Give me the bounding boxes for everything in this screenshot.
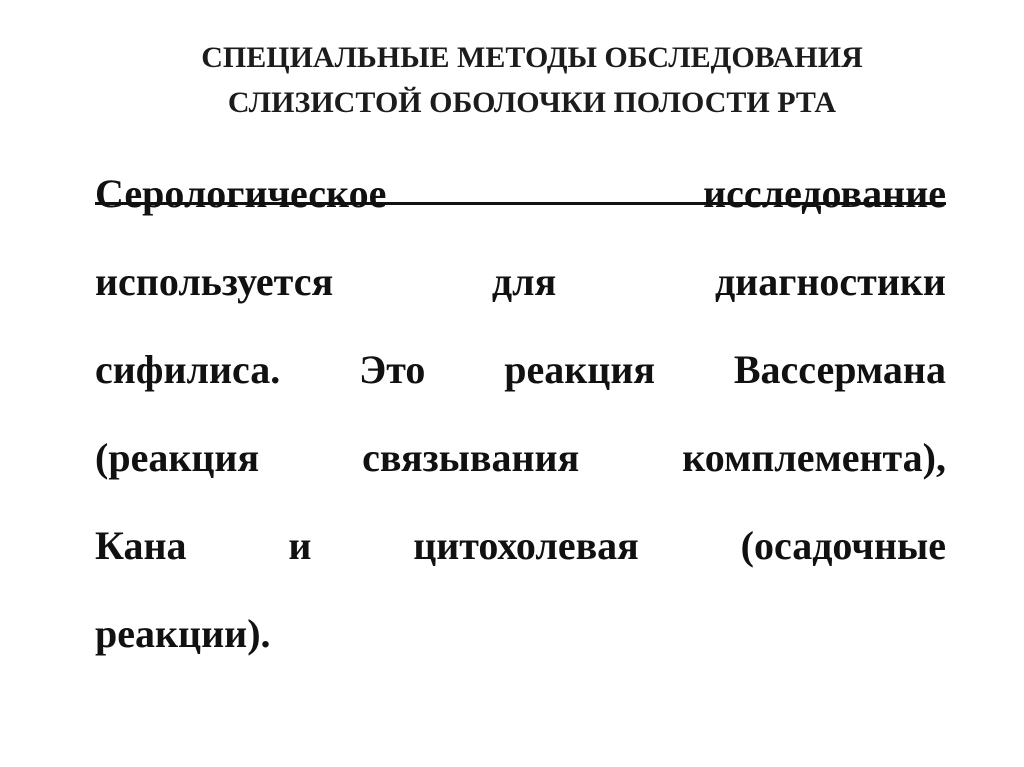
body-word: реакции). [95, 611, 271, 656]
body-word: (реакция [95, 435, 260, 480]
body-word: исследование [703, 171, 946, 216]
body-word: Вассермана [733, 347, 946, 392]
body-line-4 [95, 414, 946, 502]
slide-title [0, 35, 1024, 125]
body-line-1 [95, 150, 946, 238]
body-word: используется [95, 259, 334, 304]
slide-body-text [95, 150, 946, 678]
body-word: реакция [504, 347, 656, 392]
body-word: связывания [362, 435, 580, 480]
body-word: диагностики [714, 259, 946, 304]
body-word: (осадочные [740, 523, 946, 568]
body-line-6 [95, 590, 946, 678]
body-word: Серологическое [95, 171, 387, 216]
title-line-2: СЛИЗИСТОЙ ОБОЛОЧКИ ПОЛОСТИ РТА [227, 86, 837, 119]
body-word: Это [359, 347, 426, 392]
body-word: и [288, 523, 312, 568]
body-word: Кана [95, 523, 187, 568]
body-line-3 [95, 326, 946, 414]
title-line-1: СПЕЦИАЛЬНЫЕ МЕТОДЫ ОБСЛЕДОВАНИЯ [201, 41, 863, 74]
body-word: сифилиса. [95, 347, 281, 392]
body-line-2 [95, 238, 946, 326]
body-word: комплемента), [682, 435, 946, 480]
body-line-5 [95, 502, 946, 590]
body-word: для [491, 259, 557, 304]
body-word: цитохолевая [413, 523, 639, 568]
